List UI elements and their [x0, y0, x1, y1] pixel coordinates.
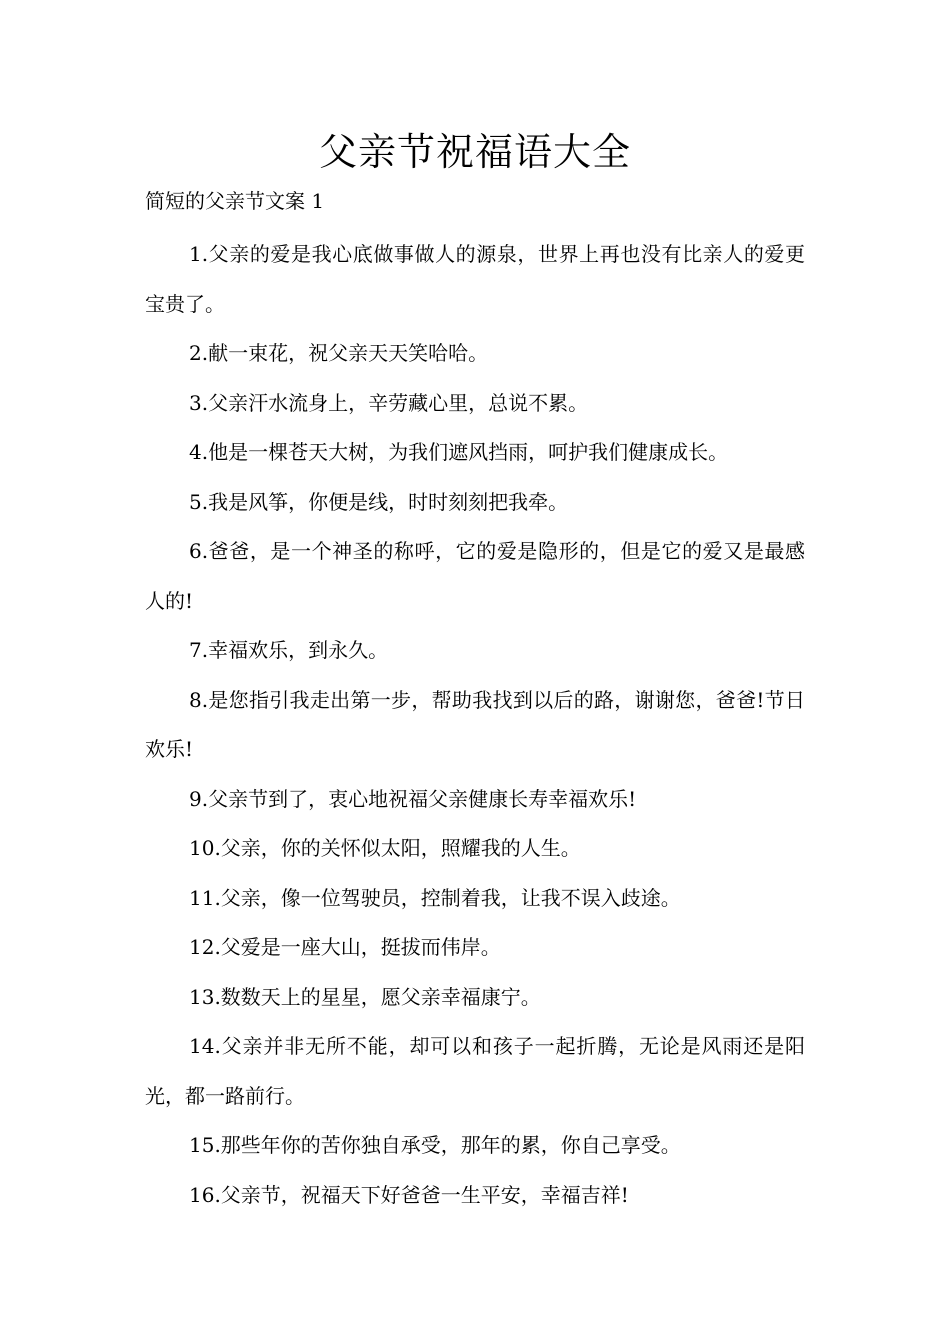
list-item: 10.父亲，你的关怀似太阳，照耀我的人生。: [189, 836, 581, 860]
list-item: 3.父亲汗水流身上，辛劳藏心里，总说不累。: [189, 390, 589, 415]
list-item: 1.父亲的爱是我心底做事做人的源泉，世界上再也没有比亲人的爱更宝贵了。: [145, 242, 805, 316]
page-title: 父亲节祝福语大全: [318, 130, 631, 174]
section-heading: 简短的父亲节文案 1: [145, 189, 325, 213]
list-item: 4.他是一棵苍天大树，为我们遮风挡雨，呵护我们健康成长。: [189, 440, 729, 464]
blessing-list: [145, 230, 805, 1220]
list-item: 13.数数天上的星星，愿父亲幸福康宁。: [189, 984, 541, 1009]
list-item: 8.是您指引我走出第一步，帮助我找到以后的路，谢谢您，爸爸!节日欢乐!: [145, 687, 805, 761]
list-item: 5.我是风筝，你便是线，时时刻刻把我牵。: [189, 489, 569, 514]
list-item: 2.献一束花，祝父亲天天笑哈哈。: [189, 341, 489, 365]
list-item: 9.父亲节到了，衷心地祝福父亲健康长寿幸福欢乐!: [189, 786, 637, 811]
list-item: 7.幸福欢乐，到永久。: [189, 638, 389, 662]
list-item: 16.父亲节，祝福天下好爸爸一生平安，幸福吉祥!: [189, 1182, 629, 1207]
list-item: 12.父爱是一座大山，挺拔而伟岸。: [189, 935, 501, 959]
list-item: 15.那些年你的苦你独自承受，那年的累，你自己享受。: [189, 1133, 681, 1157]
list-item: 11.父亲，像一位驾驶员，控制着我，让我不误入歧途。: [189, 885, 681, 910]
list-item: 6.爸爸，是一个神圣的称呼，它的爱是隐形的，但是它的爱又是最感人的!: [145, 539, 805, 613]
list-item: 14.父亲并非无所不能，却可以和孩子一起折腾，无论是风雨还是阳光，都一路前行。: [145, 1034, 805, 1108]
